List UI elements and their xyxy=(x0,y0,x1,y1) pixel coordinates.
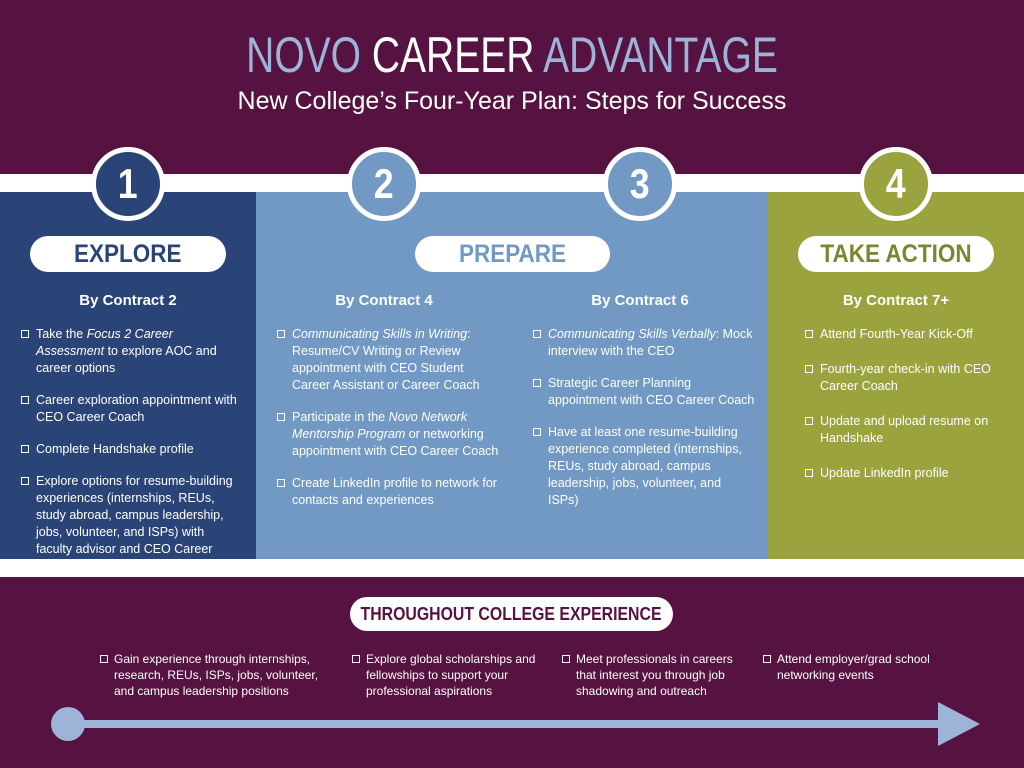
list-item: Communicating Skills Verbally: Mock interview with the CEO xyxy=(533,326,755,360)
step-4-number: 4 xyxy=(886,160,906,207)
take-action-list xyxy=(805,326,1005,500)
step-2-circle xyxy=(347,147,421,221)
throughout-college-label: THROUGHOUT COLLEGE EXPERIENCE xyxy=(350,597,673,631)
step-1-circle xyxy=(91,147,165,221)
list-item: Update and upload resume on Handshake xyxy=(805,413,1005,447)
explore-list xyxy=(21,326,243,590)
take-action-label: TAKE ACTION xyxy=(798,236,994,272)
list-item: Explore options for resume-building experiences (internships, REUs, study abroad, campus leadership, jobs, volunteer, and ISPs) with faculty advisor and CEO Career Coach xyxy=(21,473,243,575)
list-item: Complete Handshake profile xyxy=(21,441,243,458)
throughout-item: Attend employer/grad school networking events xyxy=(763,651,947,683)
list-item: Attend Fourth-Year Kick-Off xyxy=(805,326,1005,343)
step-2-number: 2 xyxy=(374,160,394,207)
list-item: Create LinkedIn profile to network for contacts and experiences xyxy=(277,475,501,509)
throughout-item: Gain experience through internships, research, REUs, ISPs, jobs, volunteer, and campus leadership positions xyxy=(100,651,334,699)
explore-label: EXPLORE xyxy=(30,236,226,272)
contract-heading-3: By Contract 6 xyxy=(591,292,689,309)
timeline-arrow xyxy=(50,700,980,750)
list-item: Update LinkedIn profile xyxy=(805,465,1005,482)
list-item: Participate in the Novo Network Mentorship Program or networking appointment with CEO Career Coach xyxy=(277,409,501,460)
step-1-number: 1 xyxy=(118,160,138,207)
step-3-number: 3 xyxy=(630,160,650,207)
contract-4-list xyxy=(277,326,501,524)
list-item: Fourth-year check-in with CEO Career Coach xyxy=(805,361,1005,395)
list-item: Career exploration appointment with CEO Career Coach xyxy=(21,392,243,426)
throughout-item: Meet professionals in careers that interest you through job shadowing and outreach xyxy=(562,651,756,699)
prepare-label: PREPARE xyxy=(415,236,610,272)
page-subtitle: New College’s Four-Year Plan: Steps for Success xyxy=(237,87,787,115)
list-item: Take the Focus 2 Career Assessment to explore AOC and career options xyxy=(21,326,243,377)
title-novo: NOVO xyxy=(246,27,362,83)
step-3-circle xyxy=(603,147,677,221)
title-career: CAREER xyxy=(371,27,535,83)
title-advantage: ADVANTAGE xyxy=(543,27,778,83)
throughout-item: Explore global scholarships and fellowships to support your professional aspirations xyxy=(352,651,551,699)
list-item: Communicating Skills in Writing: Resume/CV Writing or Review appointment with CEO Student Career Assistant or Career Coach xyxy=(277,326,501,394)
list-item: Strategic Career Planning appointment with CEO Career Coach xyxy=(533,375,755,409)
contract-heading-1: By Contract 2 xyxy=(79,292,177,309)
contract-heading-2: By Contract 4 xyxy=(335,292,433,309)
list-item: Have at least one resume-building experience completed (internships, REUs, study abroad, campus leadership, jobs, volunteer, and ISPs) xyxy=(533,424,755,509)
contract-6-list xyxy=(533,326,755,524)
contract-heading-4: By Contract 7+ xyxy=(842,292,950,309)
page-title xyxy=(113,26,912,84)
step-4-circle xyxy=(859,147,933,221)
